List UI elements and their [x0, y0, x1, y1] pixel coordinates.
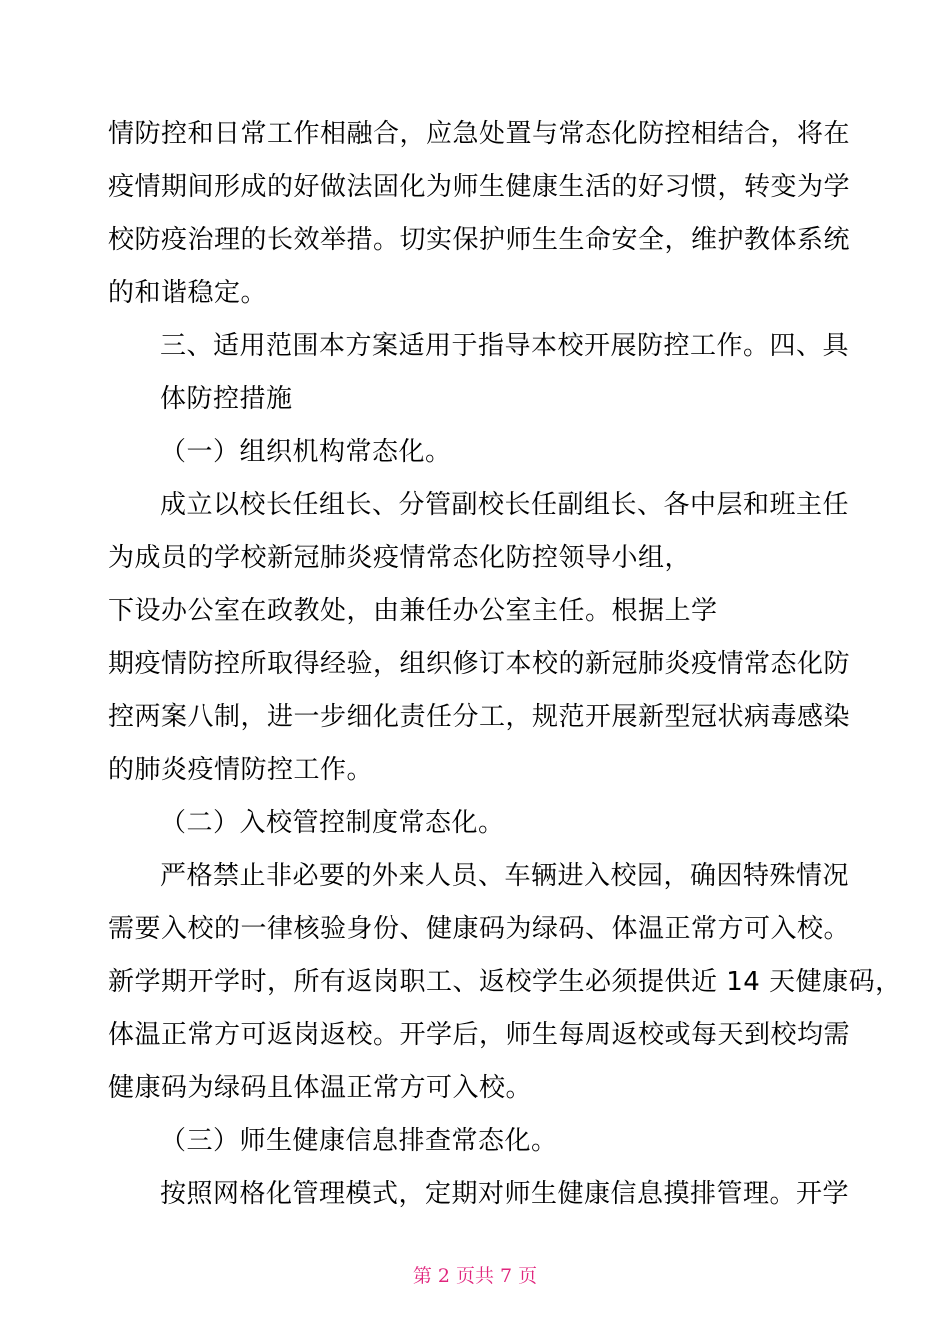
- body-line-9: 为成员的学校新冠肺炎疫情常态化防控领导小组，: [108, 543, 692, 573]
- section-three-heading: 三、适用范围本方案适用于指导本校开展防控工作。四、具: [160, 331, 850, 361]
- body-line-13: 的肺炎疫情防控工作。: [108, 755, 374, 785]
- subsection-three-heading: （三）师生健康信息排查常态化。: [160, 1126, 558, 1156]
- section-four-heading-cont: 体防控措施: [160, 384, 293, 414]
- body-line-12: 控两案八制，进一步细化责任分工，规范开展新型冠状病毒感染: [108, 702, 851, 732]
- body-line-17: 新学期开学时，所有返岗职工、返校学生必须提供近 14 天健康码，: [108, 967, 902, 997]
- body-line-11: 期疫情防控所取得经验，组织修订本校的新冠肺炎疫情常态化防: [108, 649, 851, 679]
- body-line-19: 健康码为绿码且体温正常方可入校。: [108, 1073, 533, 1103]
- body-line-15: 严格禁止非必要的外来人员、车辆进入校园，确因特殊情况: [160, 861, 850, 891]
- body-line-21: 按照网格化管理模式，定期对师生健康信息摸排管理。开学: [160, 1179, 850, 1209]
- body-line-16: 需要入校的一律核验身份、健康码为绿码、体温正常方可入校。: [108, 914, 851, 944]
- body-line-18: 体温正常方可返岗返校。开学后，师生每周返校或每天到校均需: [108, 1020, 851, 1050]
- subsection-one-heading: （一）组织机构常态化。: [160, 437, 452, 467]
- body-line-10: 下设办公室在政教处，由兼任办公室主任。根据上学: [108, 596, 718, 626]
- body-line-3: 校防疫治理的长效举措。切实保护师生生命安全，维护教体系统: [108, 225, 851, 255]
- subsection-two-heading: （二）入校管控制度常态化。: [160, 808, 505, 838]
- page-number-footer: 第 2 页共 7 页: [412, 1265, 538, 1287]
- body-line-2: 疫情期间形成的好做法固化为师生健康生活的好习惯，转变为学: [108, 172, 851, 202]
- body-line-8: 成立以校长任组长、分管副校长任副组长、各中层和班主任: [160, 490, 850, 520]
- body-line-1: 情防控和日常工作相融合，应急处置与常态化防控相结合，将在: [108, 119, 851, 149]
- body-line-4: 的和谐稳定。: [108, 278, 268, 308]
